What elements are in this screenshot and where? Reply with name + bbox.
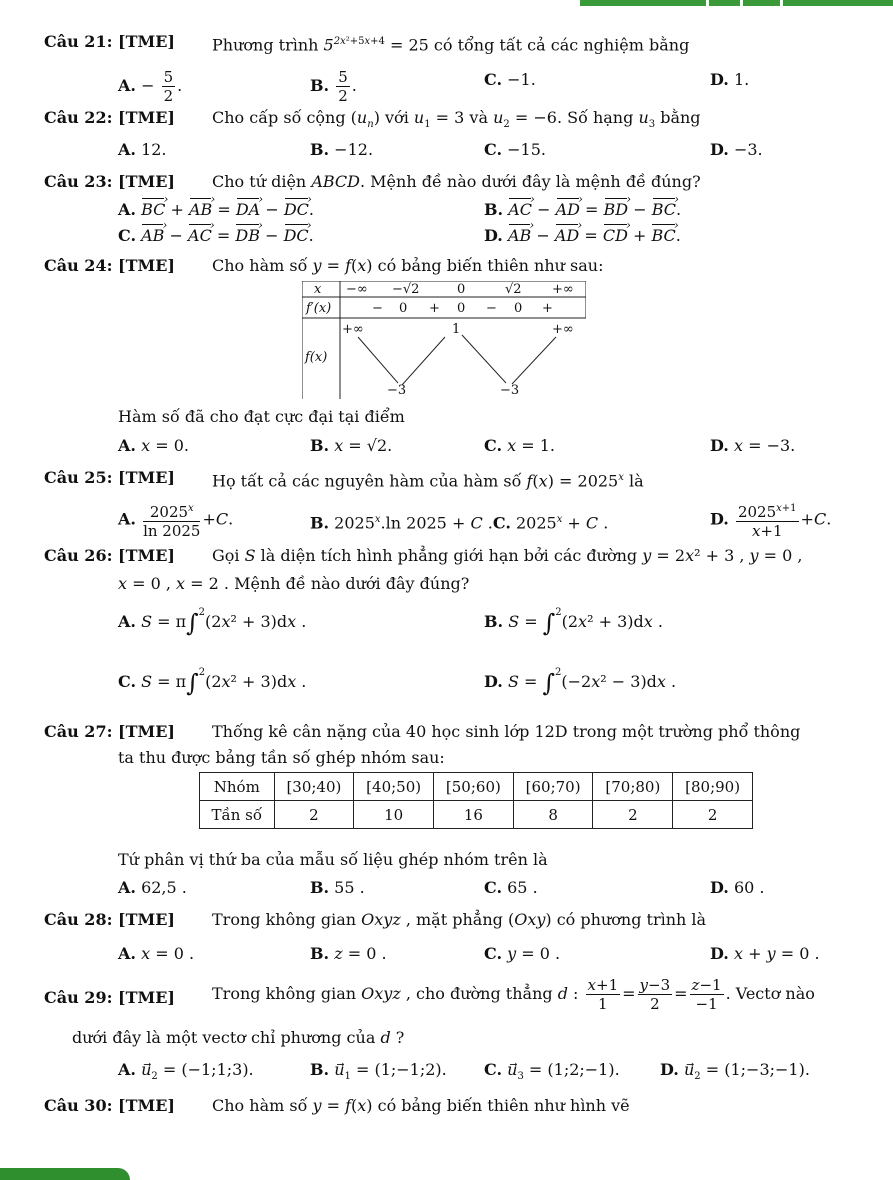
question-label: Câu 29: [TME]	[44, 988, 175, 1007]
f-value: −3	[387, 383, 407, 398]
question-label: Câu 22: [TME]	[44, 108, 175, 127]
option-b[interactable]: B. $u_1$ = (1;−1;2).	[310, 1060, 447, 1083]
x-value: +∞	[552, 282, 574, 297]
f-value: +∞	[342, 322, 364, 337]
options-21	[0, 62, 893, 105]
option-d[interactable]: D. $u_2$ = (1;−3;−1).	[660, 1060, 810, 1083]
option-d[interactable]: D. 1.	[710, 70, 750, 89]
option-a[interactable]: A. − $\frac{5}{2}$ .	[118, 68, 183, 105]
table-cell: [50;60)	[434, 773, 514, 801]
table-cell: [80;90)	[673, 773, 753, 801]
option-b[interactable]: B. S = ∫$^2$(2x² + 3)dx .	[484, 607, 663, 637]
question-text-2: x = 0 , x = 2 . Mệnh đề nào dưới đây đúng?	[118, 574, 470, 593]
option-d[interactable]: D. −3.	[710, 140, 763, 159]
question-label: Câu 26: [TME]	[44, 546, 175, 565]
question-label: Câu 30: [TME]	[44, 1096, 175, 1115]
variation-table	[302, 281, 586, 399]
option-c[interactable]: C. $u_3$ = (1;2;−1).	[484, 1060, 620, 1083]
question-text: Trong không gian Oxyz , cho đường thẳng d : $\frac{x+1}{1}$ = $\frac{y-3}{2}$ = $\frac{z-1}{-1}$ . Vectơ nào	[212, 976, 815, 1013]
option-c[interactable]: C. AB › − AC › = DB › − DC ›.	[118, 226, 314, 246]
option-c[interactable]: C. S = π∫$^2$(2x² + 3)dx .	[118, 667, 307, 697]
f-value: 1	[452, 322, 461, 337]
table-cell: 16	[434, 801, 514, 829]
question-label: Câu 25: [TME]	[44, 468, 175, 487]
question-label: Câu 24: [TME]	[44, 256, 175, 275]
fprime-sign: −	[372, 301, 383, 316]
frequency-table	[199, 772, 753, 829]
table-cell: 2	[673, 801, 753, 829]
f-value: +∞	[552, 322, 574, 337]
table-cell: [30;40)	[274, 773, 354, 801]
fprime-sign: 0	[514, 301, 523, 316]
fprime-sign: 0	[399, 301, 408, 316]
question-text: Trong không gian Oxyz , mặt phẳng (Oxy) có phương trình là	[212, 910, 707, 929]
option-b[interactable]: B. −12.	[310, 140, 374, 159]
x-value: −∞	[346, 282, 368, 297]
f-value: −3	[500, 383, 520, 398]
option-d[interactable]: D. AB › − AD › = CD › + BC ›.	[484, 226, 681, 246]
option-b[interactable]: B. 55 .	[310, 878, 365, 897]
table-cell: 8	[513, 801, 593, 829]
option-b[interactable]: B. 2025$^x$.ln 2025 + C .C. $2025^x + C$ .	[310, 513, 609, 533]
option-a[interactable]: A. $u_2$ = (−1;1;3).	[118, 1060, 254, 1083]
option-b[interactable]: B. z = 0 .	[310, 944, 387, 963]
question-text: Gọi S là diện tích hình phẳng giới hạn bởi các đường y = 2x² + 3 , y = 0 ,	[212, 546, 803, 565]
fprime-label: f′(x)	[306, 301, 332, 316]
option-c[interactable]: C. −15.	[484, 140, 546, 159]
option-a[interactable]: A. 12.	[118, 140, 167, 159]
option-d[interactable]: D. x + y = 0 .	[710, 944, 820, 963]
fprime-sign: +	[542, 301, 553, 316]
table-row	[200, 773, 753, 801]
table-cell: Nhóm	[200, 773, 275, 801]
table-cell: [40;50)	[354, 773, 434, 801]
table-cell: 2	[274, 801, 354, 829]
table-row	[200, 801, 753, 829]
x-value: √2	[505, 282, 522, 297]
f-label: f(x)	[305, 350, 328, 365]
question-label: Câu 28: [TME]	[44, 910, 175, 929]
question-text: Cho tứ diện ABCD. Mệnh đề nào dưới đây là mệnh đề đúng?	[212, 172, 701, 191]
option-b[interactable]: B. AC › − AD › = BD › − BC ›.	[484, 200, 681, 220]
option-a[interactable]: A. x = 0 .	[118, 944, 195, 963]
question-text-2: ta thu được bảng tần số ghép nhóm sau:	[118, 748, 445, 767]
followup-text: Hàm số đã cho đạt cực đại tại điểm	[118, 407, 405, 426]
table-cell: Tần số	[200, 801, 275, 829]
followup-text: Tứ phân vị thứ ba của mẫu số liệu ghép nhóm trên là	[118, 850, 548, 869]
question-label: Câu 27: [TME]	[44, 722, 175, 741]
table-cell: 2	[593, 801, 673, 829]
option-a[interactable]: A. S = π∫$^2$(2x² + 3)dx .	[118, 607, 307, 637]
table-cell: [70;80)	[593, 773, 673, 801]
option-d[interactable]: D. x = −3.	[710, 436, 796, 455]
option-d[interactable]: D. S = ∫$^2$(−2x² − 3)dx .	[484, 667, 677, 697]
option-c[interactable]: C. y = 0 .	[484, 944, 561, 963]
table-cell: 10	[354, 801, 434, 829]
option-d[interactable]: D. $\frac{2025^{x+1}}{x+1}$ +C.	[710, 500, 831, 540]
fprime-sign: −	[486, 301, 497, 316]
question-text-2: dưới đây là một vectơ chỉ phương của d ?	[72, 1028, 405, 1047]
question-text: Cho cấp số cộng $(u_n)$ với $u_1 = 3$ và $u_2 = -6$. Số hạng $u_3$ bằng	[212, 108, 701, 131]
option-d[interactable]: D. 60 .	[710, 878, 765, 897]
x-header: x	[314, 282, 322, 297]
option-a[interactable]: A. 62,5 .	[118, 878, 187, 897]
option-a[interactable]: A. BC › + AB › = DA › − DC ›.	[118, 200, 314, 220]
fprime-sign: +	[429, 301, 440, 316]
option-a[interactable]: A. x = 0.	[118, 436, 189, 455]
option-c[interactable]: C. 65 .	[484, 878, 538, 897]
option-a[interactable]: A. $\frac{2025^x}{\ln 2025}$ +C.	[118, 500, 233, 540]
question-text: Cho hàm số y = f(x) có bảng biến thiên như sau:	[212, 256, 604, 275]
question-29	[0, 976, 893, 1016]
table-cell: [60;70)	[513, 773, 593, 801]
options-25	[0, 498, 893, 538]
question-label: Câu 21: [TME]	[44, 32, 175, 51]
option-c[interactable]: C. x = 1.	[484, 436, 555, 455]
question-text: Họ tất cả các nguyên hàm của hàm số $f(x) = 2025^x$ là	[212, 471, 644, 491]
option-c[interactable]: C. −1.	[484, 70, 536, 89]
x-value: 0	[457, 282, 466, 297]
question-text: Cho hàm số y = f(x) có bảng biến thiên như hình vẽ	[212, 1096, 630, 1115]
question-text: Phương trình $5^{2x^2+5x+4} = 25$ có tổng tất cả các nghiệm bằng	[212, 35, 690, 55]
fprime-sign: 0	[457, 301, 466, 316]
option-b[interactable]: B. x = √2.	[310, 436, 393, 455]
question-text: Thống kê cân nặng của 40 học sinh lớp 12D trong một trường phổ thông	[212, 722, 801, 741]
x-value: −√2	[392, 282, 420, 297]
footer-accent-bar	[0, 1168, 130, 1180]
header-accent-bar	[580, 0, 893, 6]
question-label: Câu 23: [TME]	[44, 172, 175, 191]
option-b[interactable]: B. $\frac{5}{2}$ .	[310, 68, 357, 105]
